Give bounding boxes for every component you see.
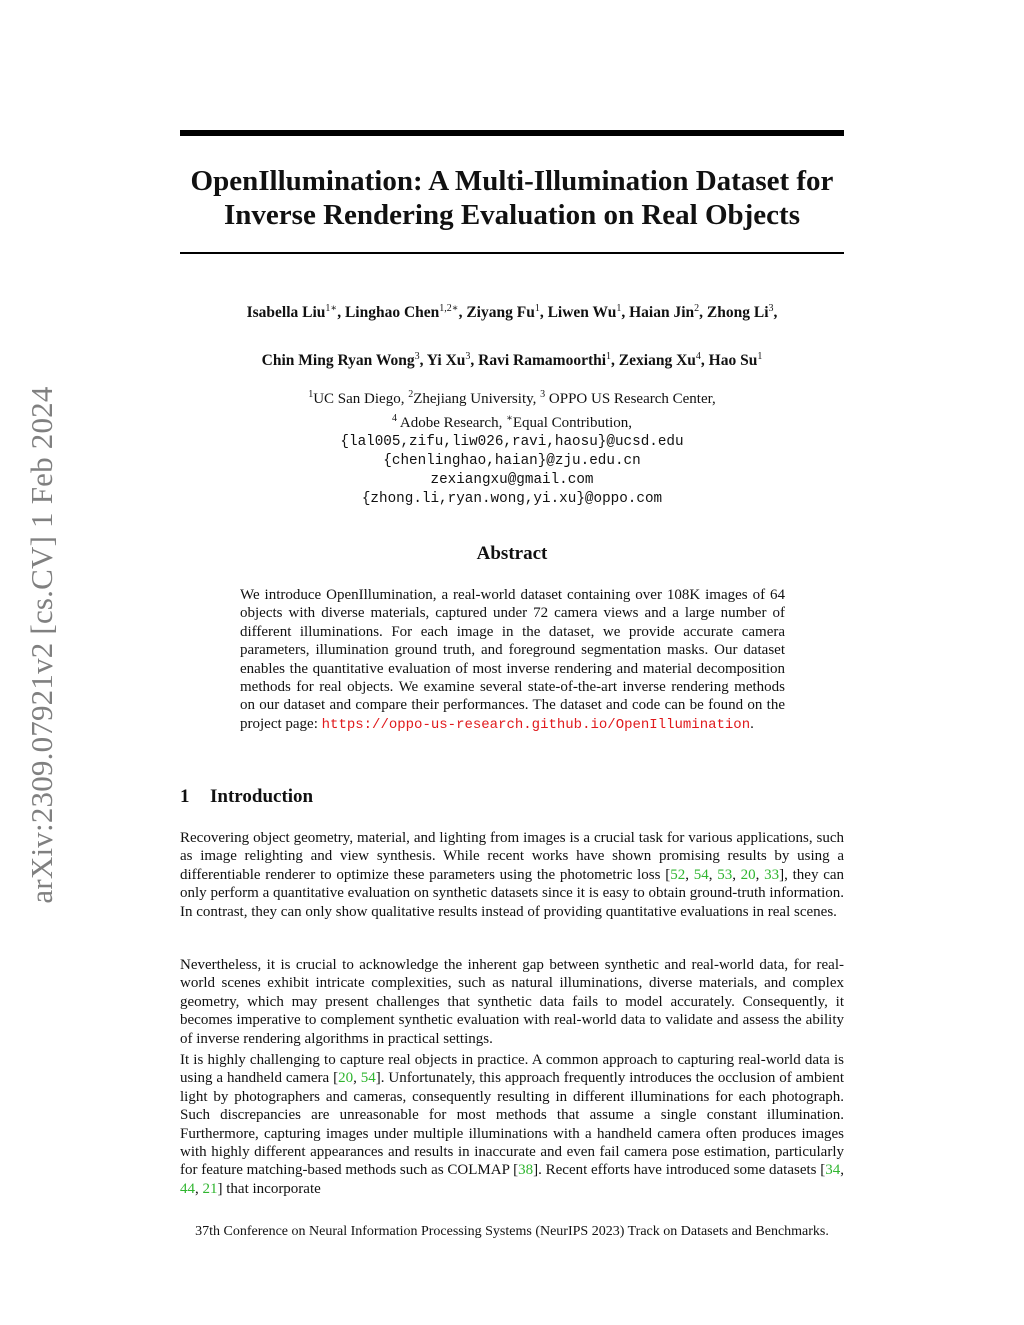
author-affiliation-marker: 1 <box>606 351 612 362</box>
affiliation-marker: 1 <box>308 389 314 400</box>
author-affiliation-marker: 3 <box>414 351 420 362</box>
paragraph-text: ]. Unfortunately, this approach frequently introduces the occlusion of ambient light by photographers and cameras, consequently resulting in different illuminations for each photograph. Such discrepancies are unreasonable for most methods that assume a single constant illumination. Furthermore, capturing images under multiple illuminations with a handheld camera often produces images with highly different appearances and results in inaccurate and even fail camera pose estimation, particularly for feature matching-based methods such as COLMAP [ <box>180 1070 844 1179</box>
author-affiliation-marker: 1 <box>757 351 763 362</box>
paragraph-text: ]. Recent efforts have introduced some datasets [ <box>533 1162 826 1179</box>
conference-footer: 37th Conference on Neural Information Processing Systems (NeurIPS 2023) Track on Datasets and Benchmarks. <box>195 1224 829 1239</box>
affiliation-marker: 2 <box>408 389 414 400</box>
citation-link[interactable]: 20 <box>338 1070 354 1087</box>
author-name-text: Chin Ming Ryan Wong <box>261 352 415 370</box>
affiliation-text: UC San Diego, <box>313 391 409 407</box>
author-affiliation-marker: 1,2∗ <box>439 303 459 314</box>
author-affiliation-marker: 2 <box>694 303 700 314</box>
paragraph-text: , <box>732 866 741 883</box>
author-name <box>478 352 611 369</box>
title-bottom-rule <box>180 252 844 254</box>
affiliation-line-1 <box>160 385 864 409</box>
email-line: {chenlinghao,haian}@zju.edu.cn <box>383 453 641 469</box>
author-affiliation-marker: 1∗ <box>325 303 338 314</box>
author-affiliation-marker: 1 <box>616 303 622 314</box>
author-name <box>247 304 338 321</box>
title-line-1: OpenIllumination: A Multi-Illumination Dataset for <box>190 165 834 197</box>
author-list-line-1: Isabella Liu$^{1∗}$, Linghao Chen$^{1,2∗}$, Ziyang Fu$^1$, Liwen Wu$^1$, Haian Jin$^2$, Zhong Li$^3$, <box>246 303 778 322</box>
author-name-text: Hao Su <box>708 352 758 370</box>
author-name-text: Zhong Li <box>706 304 769 322</box>
author-name <box>345 304 459 321</box>
citation-link[interactable]: 52 <box>670 866 686 883</box>
paragraph-text: , <box>353 1070 361 1087</box>
affiliation-marker: ∗ <box>506 413 513 424</box>
author-affiliation-marker: 1 <box>534 303 540 314</box>
author-name <box>427 352 471 369</box>
author-name <box>707 304 774 321</box>
paragraph-text: , <box>195 1180 203 1197</box>
author-name-text: Ravi Ramamoorthi <box>478 352 607 370</box>
author-name <box>466 304 539 321</box>
body-paragraph <box>180 829 844 921</box>
affiliation-text: Zhejiang University, <box>413 391 541 407</box>
author-name-text: Isabella Liu <box>246 304 326 322</box>
author-name <box>709 352 763 369</box>
paragraph-text: Nevertheless, it is crucial to acknowledge the inherent gap between synthetic and real-world data, for real-world scenes exhibit intricate complexities, such as natural illuminations, diverse materials, and complex geometry, which may present challenges that synthetic data fails to model accurately. Consequently, it becomes imperative to complement synthetic evaluation with real-world data to validate and assess the ability of inverse rendering algorithms in practical settings. <box>180 957 844 1047</box>
author-name <box>619 352 701 369</box>
author-name-text: Linghao Chen <box>344 304 440 322</box>
citation-link[interactable]: 21 <box>202 1180 218 1197</box>
section-number: 1 <box>180 786 190 807</box>
citation-link[interactable]: 20 <box>740 866 756 883</box>
citation-link[interactable]: 34 <box>825 1162 841 1179</box>
citation-link[interactable]: 33 <box>764 866 780 883</box>
paragraph-text: , <box>708 866 718 883</box>
citation-link[interactable]: 38 <box>518 1162 534 1179</box>
paragraph-text: , <box>685 866 694 883</box>
abstract-end: . <box>750 715 754 732</box>
affiliation-text: OPPO US Research Center, <box>545 391 716 407</box>
author-list-line-2: Chin Ming Ryan Wong$^3$, Yi Xu$^3$, Ravi Ramamoorthi$^1$, Zexiang Xu$^4$, Hao Su$^1$ <box>261 351 763 370</box>
abstract-heading: Abstract <box>476 543 548 564</box>
author-name <box>629 304 699 321</box>
affiliation-marker: 4 <box>391 413 397 424</box>
email-line: zexiangxu@gmail.com <box>430 472 594 488</box>
author-affiliation-marker: 3 <box>465 351 471 362</box>
body-paragraph <box>180 956 844 1048</box>
citation-link[interactable]: 44 <box>180 1180 195 1197</box>
section-heading-introduction <box>180 786 844 808</box>
author-affiliation-marker: 4 <box>695 351 701 362</box>
arxiv-id-text: arXiv:2309.07921v2 [cs.CV] 1 Feb 2024 <box>24 386 59 904</box>
paragraph-text: It is highly challenging to capture real objects in practice. A common approach to capturing real-world data is using a handheld camera [ <box>180 1052 844 1087</box>
author-affiliation-marker: 3 <box>768 303 774 314</box>
author-name-text: Zexiang Xu <box>618 352 696 370</box>
affiliations-block <box>160 385 864 509</box>
affiliation-line-2 <box>160 409 864 433</box>
section-title: Introduction <box>210 786 314 807</box>
paragraph-text: Recovering object geometry, material, and lighting from images is a crucial task for various applications, such as image relighting and view synthesis. While recent works have shown promising results by using a differentiable renderer to optimize these parameters using the photometric loss [ <box>180 830 844 883</box>
affiliation-marker: 3 <box>540 389 546 400</box>
abstract-text: We introduce OpenIllumination, a real-world dataset containing over 108K images of 64 objects with diverse materials, captured under 72 camera views and a large number of different illuminations. For each image in the dataset, we provide accurate camera parameters, illumination ground truth, and foreground segmentation masks. Our dataset enables the quantitative evaluation of most inverse rendering and material decomposition methods for real objects. We examine several state-of-the-art inverse rendering methods on our dataset and compare their performances. The dataset and code can be found on the project page: <box>240 587 785 732</box>
title-line-2: Inverse Rendering Evaluation on Real Objects <box>224 199 800 231</box>
paragraph-text: ], they can only perform a quantitative evaluation on synthetic datasets since it is easy to obtain ground-truth information. In contrast, they can only show qualitative results instead of providing quantitative evaluations in real scenes. <box>180 866 845 920</box>
affiliation-text: Equal Contribution, <box>512 415 633 431</box>
author-name-text: Yi Xu <box>426 352 466 370</box>
email-line: {lal005,zifu,liw026,ravi,haosu}@ucsd.edu <box>340 434 684 450</box>
project-page-link[interactable]: https://oppo-us-research.github.io/OpenIllumination <box>321 716 751 733</box>
email-line: {zhong.li,ryan.wong,yi.xu}@oppo.com <box>361 491 663 507</box>
author-name-text: Ziyang Fu <box>466 304 535 322</box>
title-top-rule <box>180 130 844 136</box>
author-name-text: Haian Jin <box>629 304 695 322</box>
abstract-body <box>240 586 785 734</box>
citation-link[interactable]: 54 <box>693 866 709 883</box>
paragraph-text: , <box>755 866 765 883</box>
affiliation-text: Adobe Research, <box>396 415 507 431</box>
paragraph-text: ] that incorporate <box>217 1180 321 1197</box>
paragraph-text: , <box>840 1162 845 1179</box>
citation-link[interactable]: 53 <box>717 866 733 883</box>
paper-title <box>160 164 864 232</box>
body-paragraph <box>180 1051 844 1198</box>
citation-link[interactable]: 54 <box>360 1070 376 1087</box>
author-name-text: Liwen Wu <box>547 304 617 322</box>
author-name <box>262 352 420 369</box>
author-name <box>548 304 622 321</box>
